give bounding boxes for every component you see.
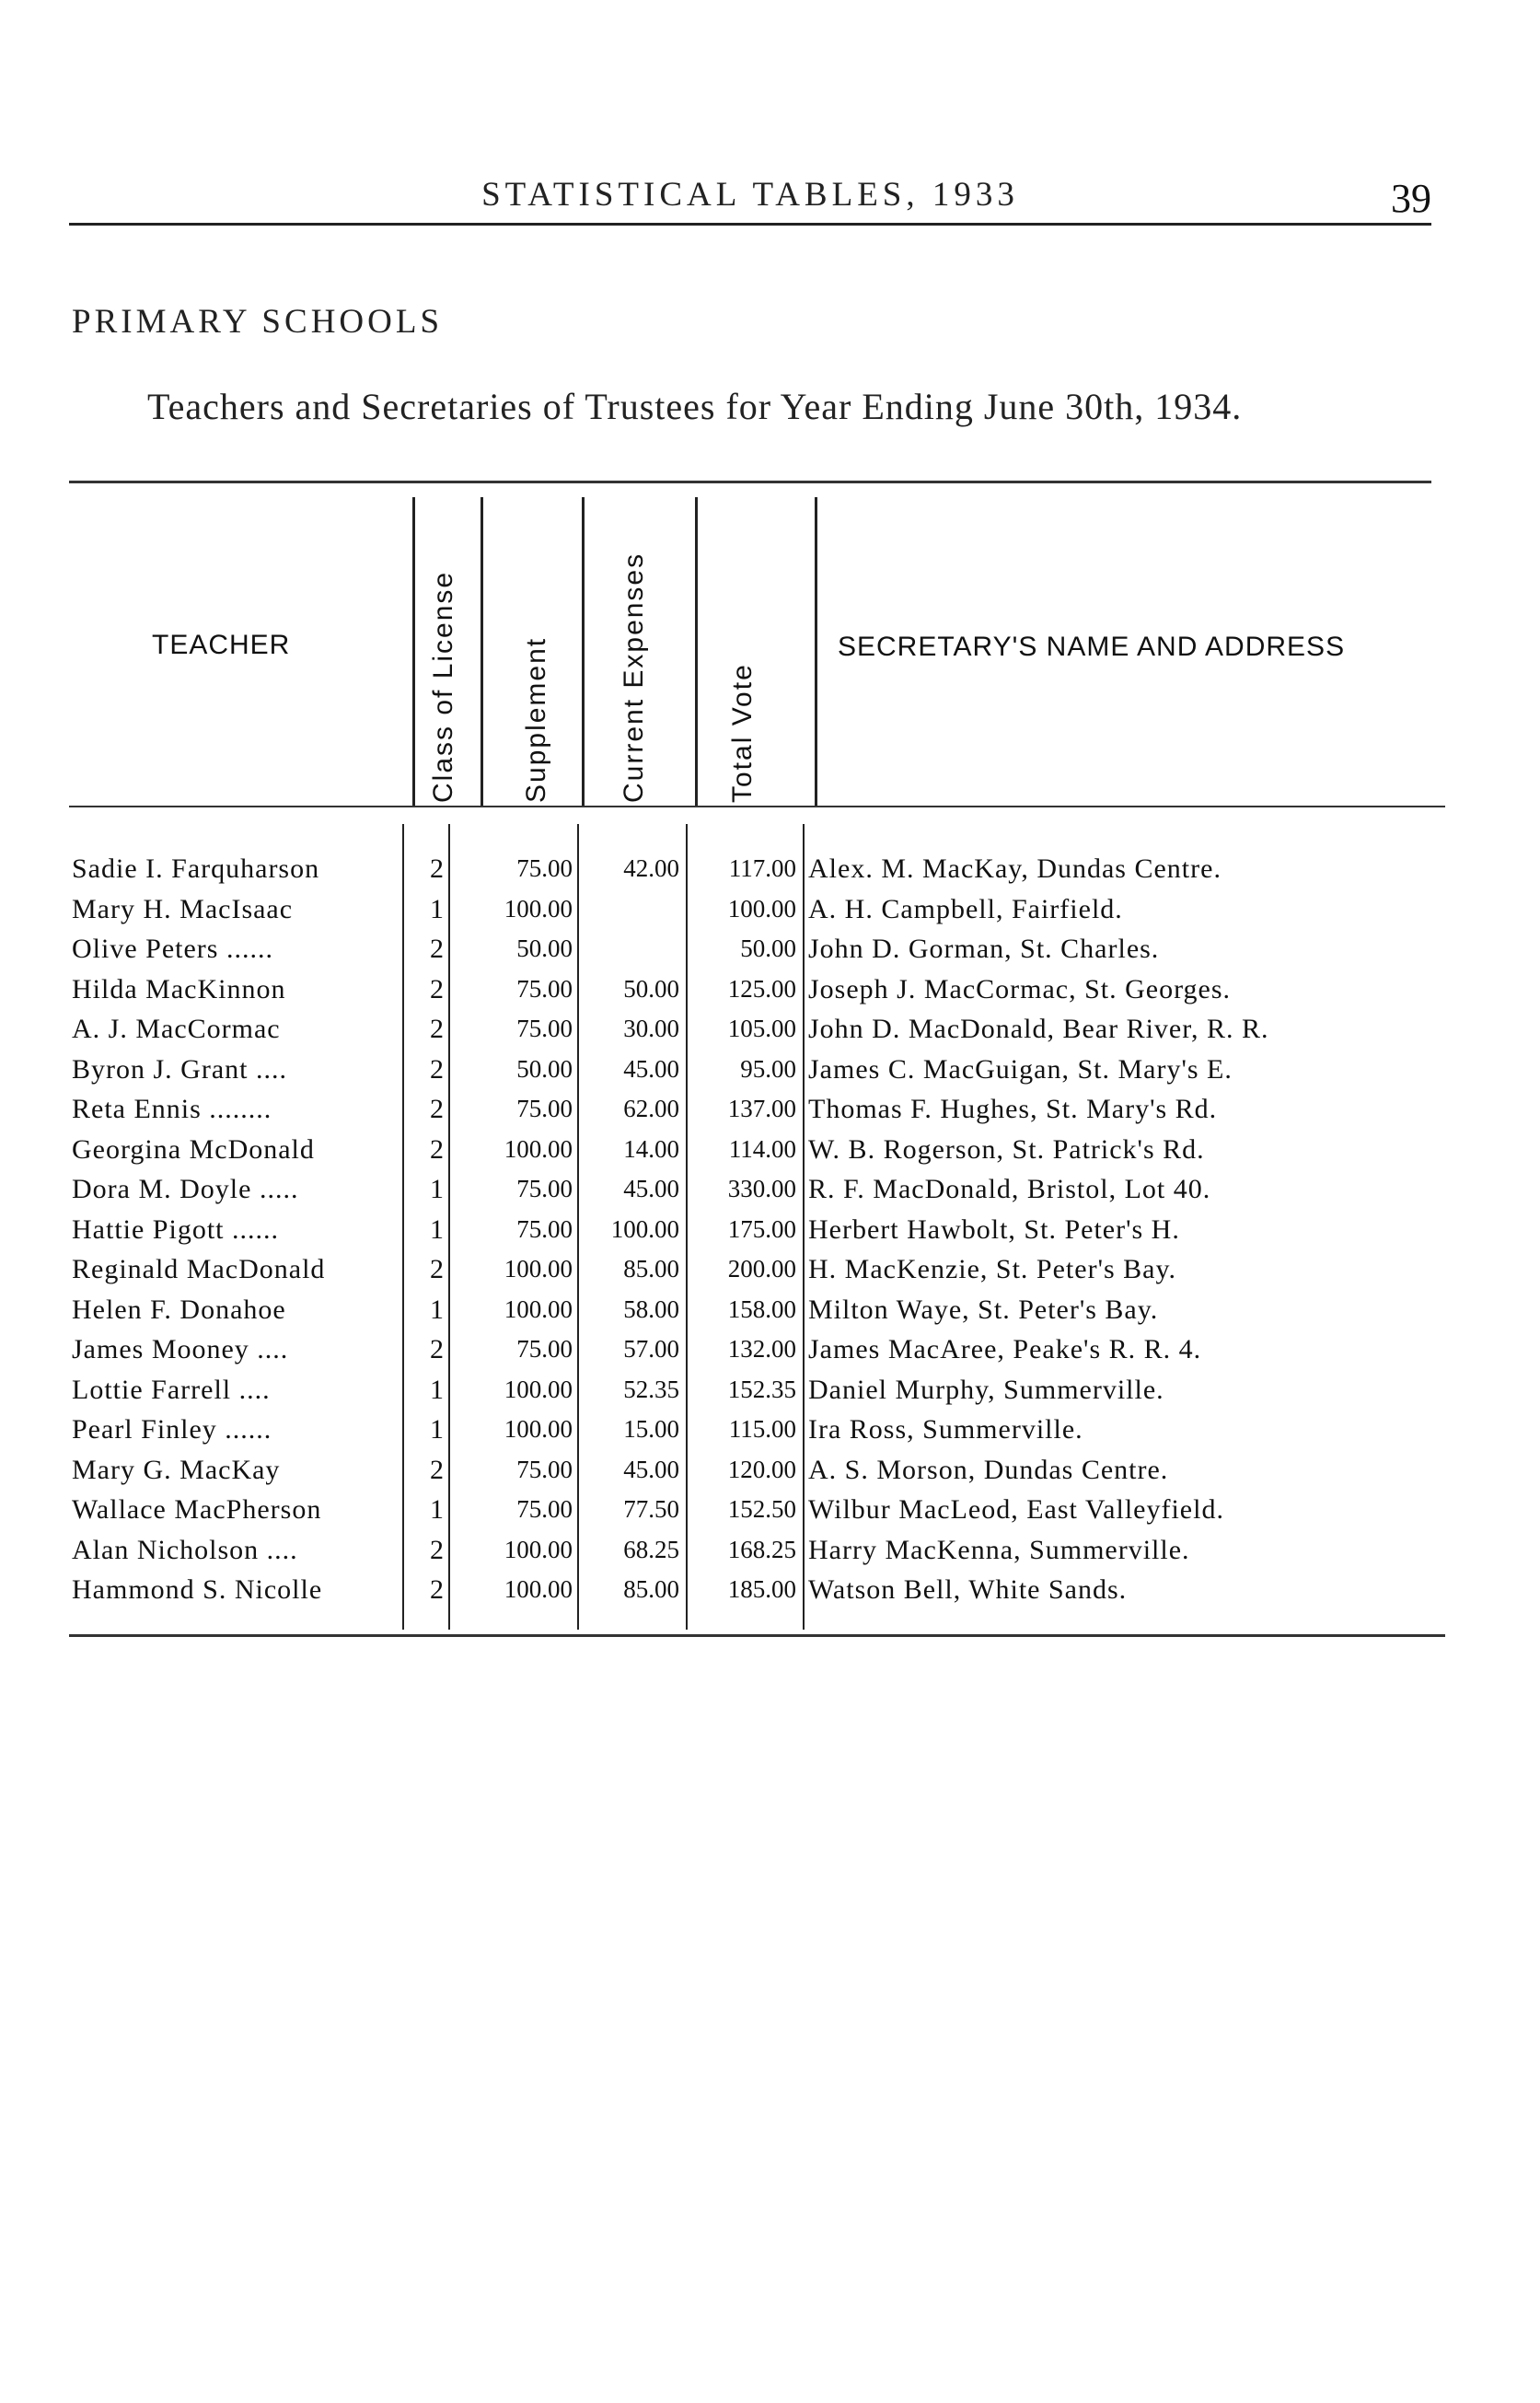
supplement-cell: 100.00 (504, 1535, 573, 1563)
column-header-secretary: SECRETARY'S NAME AND ADDRESS (838, 632, 1346, 662)
total-vote-cell: 330.00 (727, 1175, 796, 1202)
table-row (0, 889, 1540, 930)
teacher-cell: Lottie Farrell .... (72, 1374, 271, 1405)
secretary-cell: James MacAree, Peake's R. R. 4. (808, 1334, 1202, 1364)
teacher-cell: Helen F. Donahoe (72, 1294, 286, 1325)
current-expenses-cell: 30.00 (623, 1015, 679, 1042)
current-expenses-cell: 58.00 (623, 1294, 679, 1323)
table-row (0, 1570, 1540, 1610)
table-row (0, 1450, 1540, 1491)
table-row (0, 1130, 1540, 1170)
supplement-cell: 75.00 (516, 1455, 573, 1483)
table-row (0, 1290, 1540, 1330)
table-row (0, 1169, 1540, 1210)
current-expenses-cell: 52.35 (623, 1375, 679, 1403)
current-expenses-cell: 45.00 (623, 1455, 679, 1483)
teacher-cell: Georgina McDonald (72, 1133, 315, 1165)
table-body (0, 849, 1540, 1610)
table-row (0, 1530, 1540, 1571)
total-vote-cell: 158.00 (727, 1294, 796, 1323)
class-cell: 2 (430, 1454, 444, 1485)
class-cell: 2 (430, 1534, 444, 1565)
secretary-cell: Daniel Murphy, Summerville. (808, 1374, 1164, 1405)
column-header-class-of-license: Class of License (428, 570, 458, 803)
current-expenses-cell: 85.00 (623, 1575, 679, 1603)
secretary-cell: R. F. MacDonald, Bristol, Lot 40. (808, 1174, 1211, 1204)
class-cell: 1 (430, 1294, 444, 1325)
total-vote-cell: 137.00 (727, 1095, 796, 1122)
secretary-cell: A. H. Campbell, Fairfield. (808, 893, 1123, 924)
teacher-cell: Olive Peters ...... (72, 934, 273, 964)
teacher-cell: A. J. MacCormac (72, 1014, 281, 1044)
supplement-cell: 50.00 (516, 1054, 573, 1083)
total-vote-cell: 120.00 (727, 1455, 796, 1483)
secretary-cell: John D. MacDonald, Bear River, R. R. (808, 1014, 1269, 1044)
table-row (0, 1210, 1540, 1250)
teacher-cell: Reta Ennis ........ (72, 1094, 272, 1124)
teacher-cell: Hilda MacKinnon (72, 973, 286, 1004)
table-top-rule (69, 481, 1431, 483)
supplement-cell: 100.00 (504, 1255, 573, 1283)
section-subtitle: Teachers and Secretaries of Trustees for Year Ending June 30th, 1934. (147, 386, 1243, 427)
header-column-rule (582, 497, 585, 806)
table-row (0, 1410, 1540, 1450)
teacher-cell: Sadie I. Farquharson (72, 853, 320, 884)
total-vote-cell: 95.00 (740, 1054, 796, 1083)
class-cell: 2 (430, 1014, 444, 1044)
class-cell: 2 (430, 973, 444, 1004)
class-cell: 2 (430, 1334, 444, 1364)
secretary-cell: Watson Bell, White Sands. (808, 1574, 1128, 1605)
teacher-cell: Hattie Pigott ...... (72, 1213, 279, 1245)
supplement-cell: 100.00 (504, 1415, 573, 1443)
teacher-cell: James Mooney .... (72, 1334, 289, 1364)
table-row (0, 1050, 1540, 1090)
supplement-cell: 100.00 (504, 894, 573, 923)
total-vote-cell: 100.00 (727, 894, 796, 923)
supplement-cell: 100.00 (504, 1375, 573, 1403)
class-cell: 2 (430, 934, 444, 964)
total-vote-cell: 175.00 (727, 1214, 796, 1243)
current-expenses-cell: 50.00 (623, 974, 679, 1003)
teacher-cell: Byron J. Grant .... (72, 1053, 287, 1085)
total-vote-cell: 132.00 (727, 1335, 796, 1363)
header-column-rule (815, 497, 817, 806)
total-vote-cell: 115.00 (728, 1415, 796, 1443)
total-vote-cell: 152.50 (727, 1495, 796, 1523)
supplement-cell: 75.00 (516, 1175, 573, 1202)
class-cell: 1 (430, 1494, 444, 1525)
secretary-cell: Milton Waye, St. Peter's Bay. (808, 1294, 1159, 1325)
table-row (0, 849, 1540, 889)
table-row (0, 1329, 1540, 1370)
current-expenses-cell: 14.00 (623, 1134, 679, 1163)
supplement-cell: 75.00 (516, 1095, 573, 1122)
total-vote-cell: 50.00 (740, 934, 796, 962)
column-header-current-expenses: Current Expenses (619, 551, 649, 803)
table-row (0, 929, 1540, 969)
total-vote-cell: 105.00 (727, 1015, 796, 1042)
teacher-cell: Mary H. MacIsaac (72, 893, 294, 924)
current-expenses-cell: 85.00 (623, 1255, 679, 1283)
total-vote-cell: 168.25 (727, 1535, 796, 1563)
header-column-rule (481, 497, 483, 806)
column-header-supplement: Supplement (521, 636, 551, 803)
teacher-cell: Hammond S. Nicolle (72, 1574, 323, 1605)
running-header (69, 175, 1431, 230)
secretary-cell: John D. Gorman, St. Charles. (808, 934, 1160, 964)
table-row (0, 1249, 1540, 1290)
table-row (0, 1370, 1540, 1410)
secretary-cell: Joseph J. MacCormac, St. Georges. (808, 973, 1232, 1004)
total-vote-cell: 185.00 (727, 1575, 796, 1603)
teacher-cell: Wallace MacPherson (72, 1494, 322, 1525)
header-column-rule (412, 497, 415, 806)
current-expenses-cell: 45.00 (623, 1175, 679, 1202)
supplement-cell: 100.00 (504, 1134, 573, 1163)
secretary-cell: Alex. M. MacKay, Dundas Centre. (808, 853, 1222, 884)
secretary-cell: Ira Ross, Summerville. (808, 1414, 1083, 1445)
header-column-rule (695, 497, 698, 806)
secretary-cell: H. MacKenzie, St. Peter's Bay. (808, 1254, 1177, 1284)
class-cell: 2 (430, 1574, 444, 1605)
supplement-cell: 100.00 (504, 1294, 573, 1323)
table-row (0, 969, 1540, 1010)
supplement-cell: 75.00 (516, 974, 573, 1003)
table-header-rule (69, 806, 1445, 807)
supplement-cell: 75.00 (516, 854, 573, 882)
teacher-cell: Mary G. MacKay (72, 1454, 281, 1485)
secretary-cell: Thomas F. Hughes, St. Mary's Rd. (808, 1094, 1218, 1124)
supplement-cell: 100.00 (504, 1575, 573, 1603)
current-expenses-cell: 62.00 (623, 1095, 679, 1122)
current-expenses-cell: 15.00 (623, 1415, 679, 1443)
secretary-cell: Herbert Hawbolt, St. Peter's H. (808, 1213, 1180, 1245)
header-rule (69, 223, 1431, 226)
total-vote-cell: 200.00 (727, 1255, 796, 1283)
column-header-total-vote: Total Vote (727, 663, 758, 803)
secretary-cell: Wilbur MacLeod, East Valleyfield. (808, 1494, 1224, 1525)
supplement-cell: 75.00 (516, 1335, 573, 1363)
secretary-cell: James C. MacGuigan, St. Mary's E. (808, 1053, 1233, 1085)
section-title: PRIMARY SCHOOLS (72, 303, 444, 341)
supplement-cell: 75.00 (516, 1015, 573, 1042)
current-expenses-cell: 77.50 (623, 1495, 679, 1523)
teacher-cell: Reginald MacDonald (72, 1254, 326, 1284)
class-cell: 2 (430, 1133, 444, 1165)
class-cell: 2 (430, 1094, 444, 1124)
current-expenses-cell: 45.00 (623, 1054, 679, 1083)
teacher-cell: Pearl Finley ...... (72, 1414, 272, 1445)
table-bottom-rule (69, 1634, 1445, 1637)
table-row (0, 1490, 1540, 1530)
class-cell: 1 (430, 1374, 444, 1405)
supplement-cell: 75.00 (516, 1214, 573, 1243)
current-expenses-cell: 68.25 (623, 1535, 679, 1563)
class-cell: 2 (430, 1053, 444, 1085)
page-number: 39 (1391, 176, 1431, 221)
class-cell: 1 (430, 1213, 444, 1245)
class-cell: 2 (430, 853, 444, 884)
current-expenses-cell: 100.00 (610, 1214, 679, 1243)
table-row (0, 1089, 1540, 1130)
total-vote-cell: 125.00 (727, 974, 796, 1003)
total-vote-cell: 152.35 (727, 1375, 796, 1403)
secretary-cell: A. S. Morson, Dundas Centre. (808, 1454, 1169, 1485)
supplement-cell: 50.00 (516, 934, 573, 962)
supplement-cell: 75.00 (516, 1495, 573, 1523)
column-header-teacher: TEACHER (152, 630, 291, 660)
table-row (0, 1009, 1540, 1050)
class-cell: 1 (430, 893, 444, 924)
teacher-cell: Dora M. Doyle ..... (72, 1174, 299, 1204)
class-cell: 1 (430, 1174, 444, 1204)
current-expenses-cell: 57.00 (623, 1335, 679, 1363)
secretary-cell: Harry MacKenna, Summerville. (808, 1534, 1190, 1565)
teacher-cell: Alan Nicholson .... (72, 1534, 298, 1565)
secretary-cell: W. B. Rogerson, St. Patrick's Rd. (808, 1133, 1205, 1165)
current-expenses-cell: 42.00 (623, 854, 679, 882)
total-vote-cell: 117.00 (728, 854, 796, 882)
running-title: STATISTICAL TABLES, 1933 (481, 176, 1019, 214)
class-cell: 2 (430, 1254, 444, 1284)
class-cell: 1 (430, 1414, 444, 1445)
total-vote-cell: 114.00 (728, 1134, 796, 1163)
